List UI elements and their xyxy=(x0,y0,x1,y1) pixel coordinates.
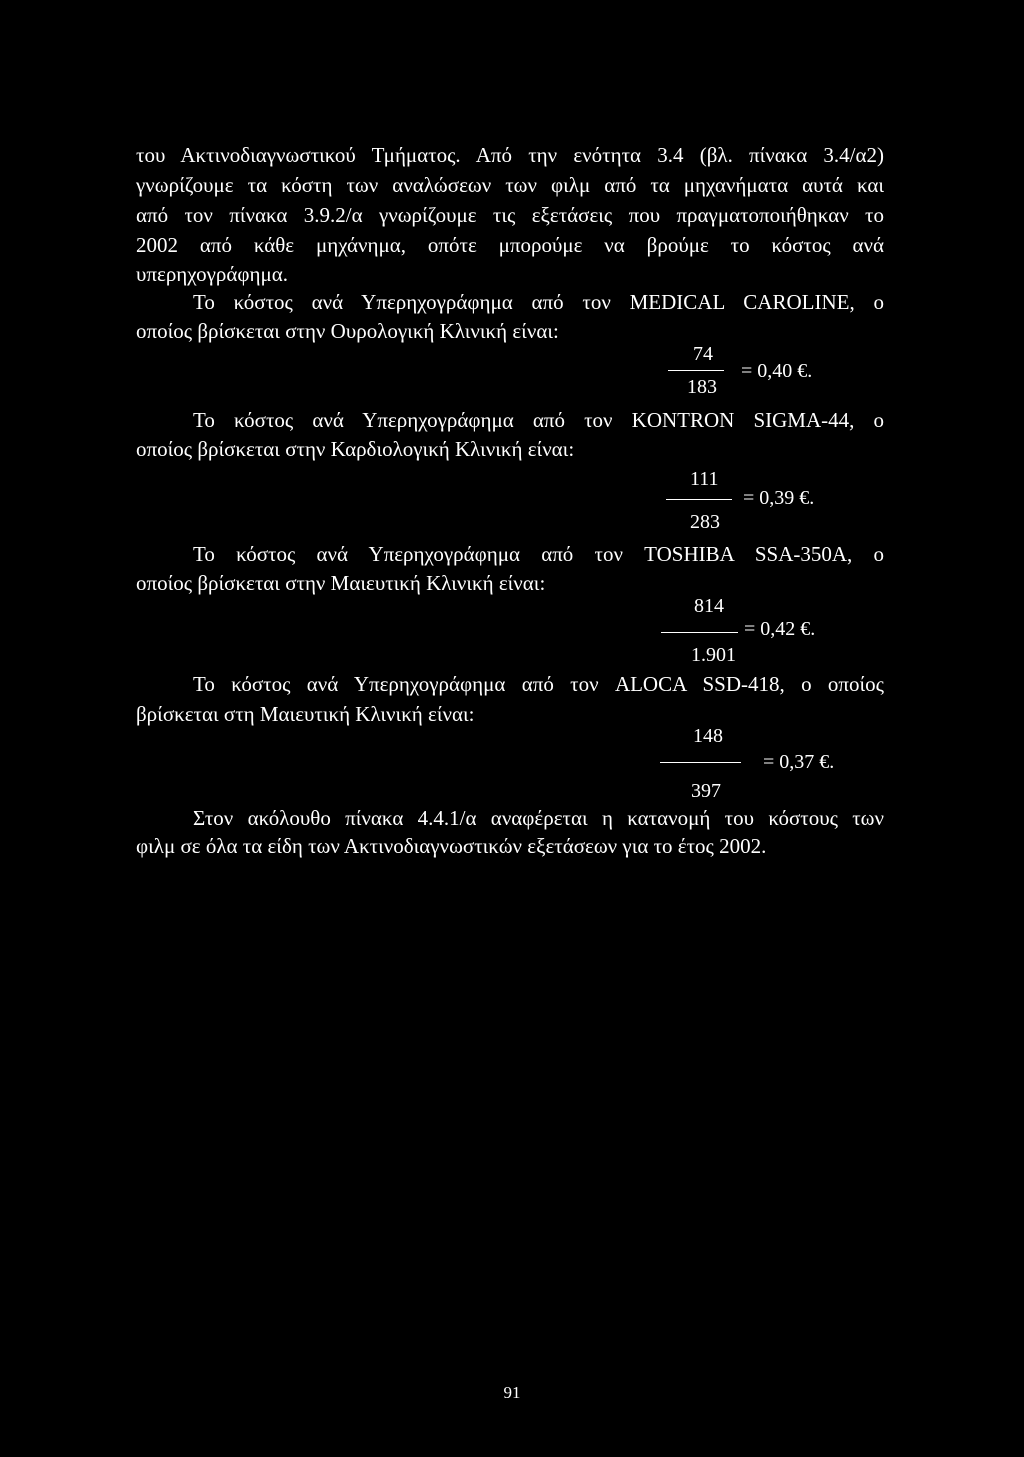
section-3-denominator: 1.901 xyxy=(691,644,736,666)
section-3-line-2: οποίος βρίσκεται στην Μαιευτική Κλινική είναι: xyxy=(136,571,546,595)
intro-line-5: υπερηχογράφημα. xyxy=(136,262,289,286)
section-4-fraction-bar xyxy=(660,762,741,763)
page-number: 91 xyxy=(503,1383,521,1402)
section-4-result: = 0,37 €. xyxy=(763,751,835,773)
section-1-fraction-bar xyxy=(668,370,724,371)
section-4-line-2: βρίσκεται στη Μαιευτική Κλινική είναι: xyxy=(136,702,475,726)
section-2-line-2: οποίος βρίσκεται στην Καρδιολογική Κλινική είναι: xyxy=(136,437,575,461)
section-2-denominator: 283 xyxy=(690,511,720,533)
section-2-line-1: Το κόστος ανά Υπερηχογράφημα από τον KONTRON SIGMA-44, ο xyxy=(193,408,884,432)
intro-line-3: από τον πίνακα 3.9.2/α γνωρίζουμε τις εξετάσεις που πραγματοποιήθηκαν το xyxy=(136,203,884,227)
section-2-fraction-bar xyxy=(666,499,732,500)
section-3-numerator: 814 xyxy=(694,595,724,617)
section-1-result: = 0,40 €. xyxy=(741,360,813,382)
intro-line-4: 2002 από κάθε μηχάνημα, οπότε μπορούμε να βρούμε το κόστος ανά xyxy=(136,233,884,257)
section-1-numerator: 74 xyxy=(693,343,713,365)
section-2-result: = 0,39 €. xyxy=(743,487,815,509)
section-2-numerator: 111 xyxy=(690,468,719,490)
intro-line-2: γνωρίζουμε τα κόστη των αναλώσεων των φιλμ από τα μηχανήματα αυτά και xyxy=(136,173,884,197)
closing-line-1: Στον ακόλουθο πίνακα 4.4.1/α αναφέρεται η κατανομή του κόστους των xyxy=(193,806,884,830)
section-4-numerator: 148 xyxy=(693,725,723,747)
section-1-line-2: οποίος βρίσκεται στην Ουρολογική Κλινική είναι: xyxy=(136,319,559,343)
section-3-result: = 0,42 €. xyxy=(744,618,816,640)
section-4-line-1: Το κόστος ανά Υπερηχογράφημα από τον ALOCA SSD-418, ο οποίος xyxy=(193,672,884,696)
intro-line-1: του Ακτινοδιαγνωστικού Τμήματος. Από την ενότητα 3.4 (βλ. πίνακα 3.4/α2) xyxy=(136,143,884,167)
section-1-denominator: 183 xyxy=(687,376,717,398)
closing-line-2: φιλμ σε όλα τα είδη των Ακτινοδιαγνωστικών εξετάσεων για το έτος 2002. xyxy=(136,834,767,858)
section-3-fraction-bar xyxy=(661,632,738,633)
section-1-line-1: Το κόστος ανά Υπερηχογράφημα από τον MEDICAL CAROLINE, ο xyxy=(193,290,884,314)
section-4-denominator: 397 xyxy=(691,780,721,802)
section-3-line-1: Το κόστος ανά Υπερηχογράφημα από τον TOSHIBA SSA-350A, ο xyxy=(193,542,884,566)
